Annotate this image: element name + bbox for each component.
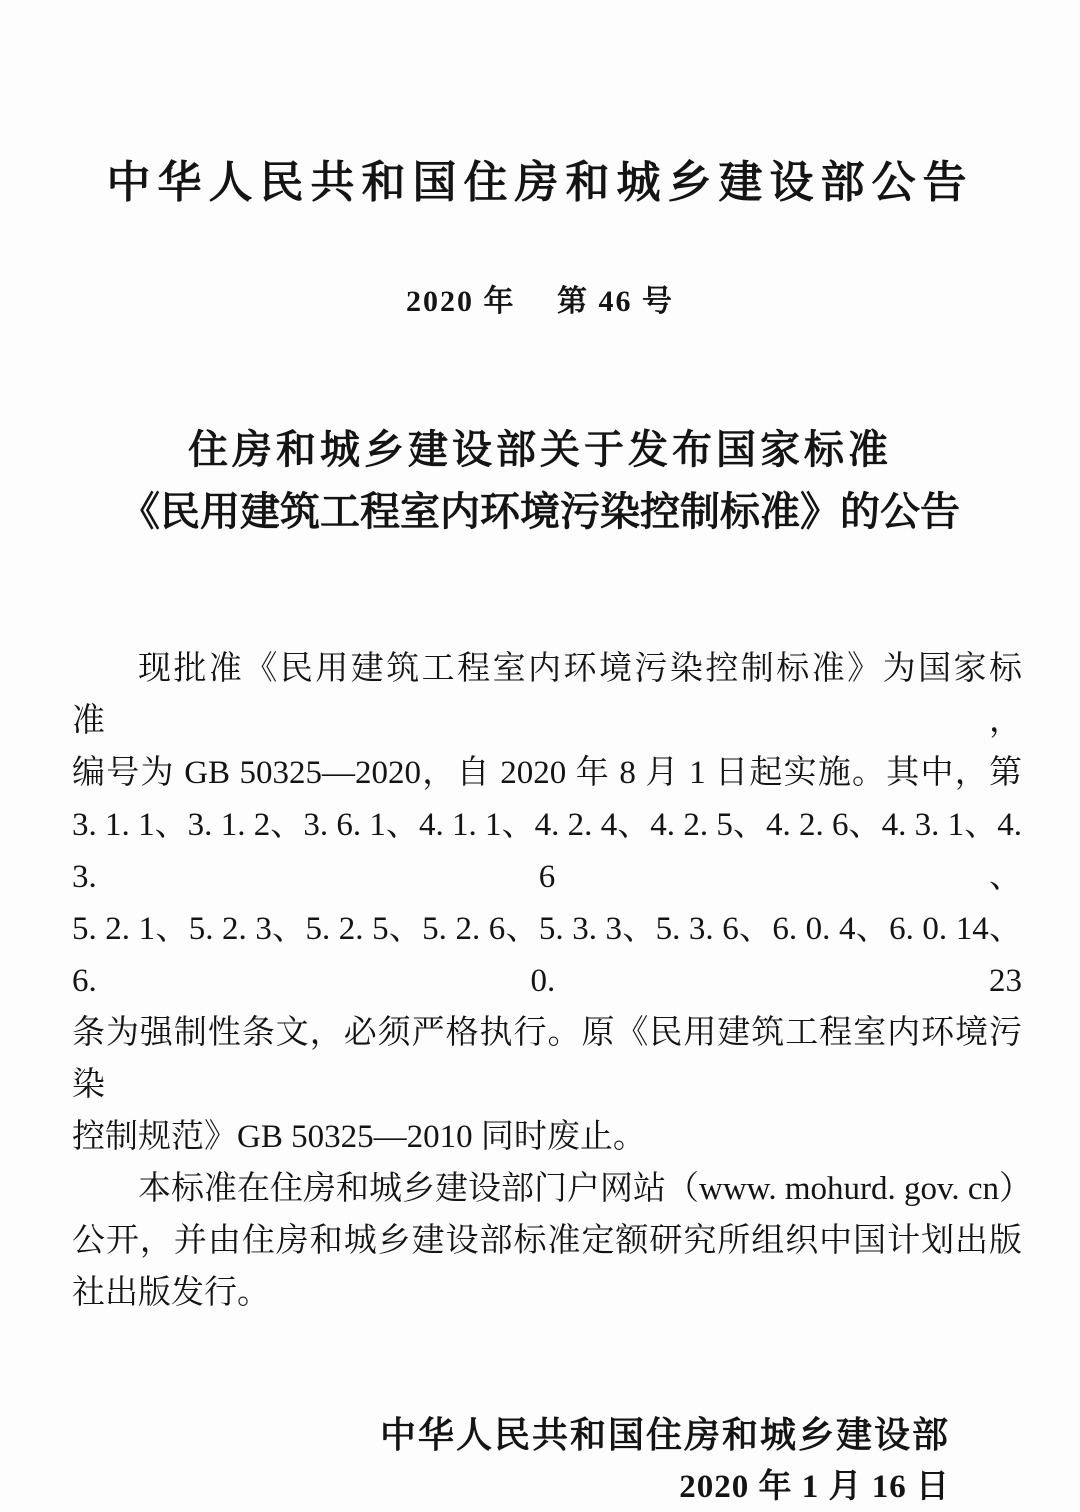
body-line: 条为强制性条文，必须严格执行。原《民用建筑工程室内环境污染 [72,1015,1022,1103]
body-line: 社出版发行。 [72,1275,270,1311]
issue-date: 2020 年 1 月 16 日 [679,1469,950,1505]
announcement-body [0,643,1080,1319]
body-line: 本标准在住房和城乡建设部门户网站（www. mohurd. gov. cn） [138,1171,1033,1207]
signature-block [0,1409,1080,1512]
body-line: 5. 2. 1、5. 2. 3、5. 2. 5、5. 2. 6、5. 3. 3、5. 3. 6、6. 0. 4、6. 0. 14、6. 0. 23 [72,911,1023,999]
subtitle-line-2: 《民用建筑工程室内环境污染控制标准》的公告 [120,489,960,534]
body-line: 控制规范》GB 50325—2010 同时废止。 [72,1119,646,1155]
announcement-subtitle [0,419,1080,543]
subtitle-line-1: 住房和城乡建设部关于发布国家标准 [188,427,892,472]
issuer-signature: 中华人民共和国住房和城乡建设部 [379,1415,950,1455]
body-line: 编号为 GB 50325—2020，自 2020 年 8 月 1 日起实施。其中，第 [72,755,1022,791]
body-line: 现批准《民用建筑工程室内环境污染控制标准》为国家标准， [72,651,1022,739]
issue-number: 2020 年 第 46 号 [406,285,674,318]
announcement-title: 中华人民共和国住房和城乡建设部公告 [106,158,974,207]
body-line: 公开，并由住房和城乡建设部标准定额研究所组织中国计划出版 [72,1223,1022,1259]
body-line: 3. 1. 1、3. 1. 2、3. 6. 1、4. 1. 1、4. 2. 4、4. 2. 5、4. 2. 6、4. 3. 1、4. 3. 6、 [72,807,1022,895]
